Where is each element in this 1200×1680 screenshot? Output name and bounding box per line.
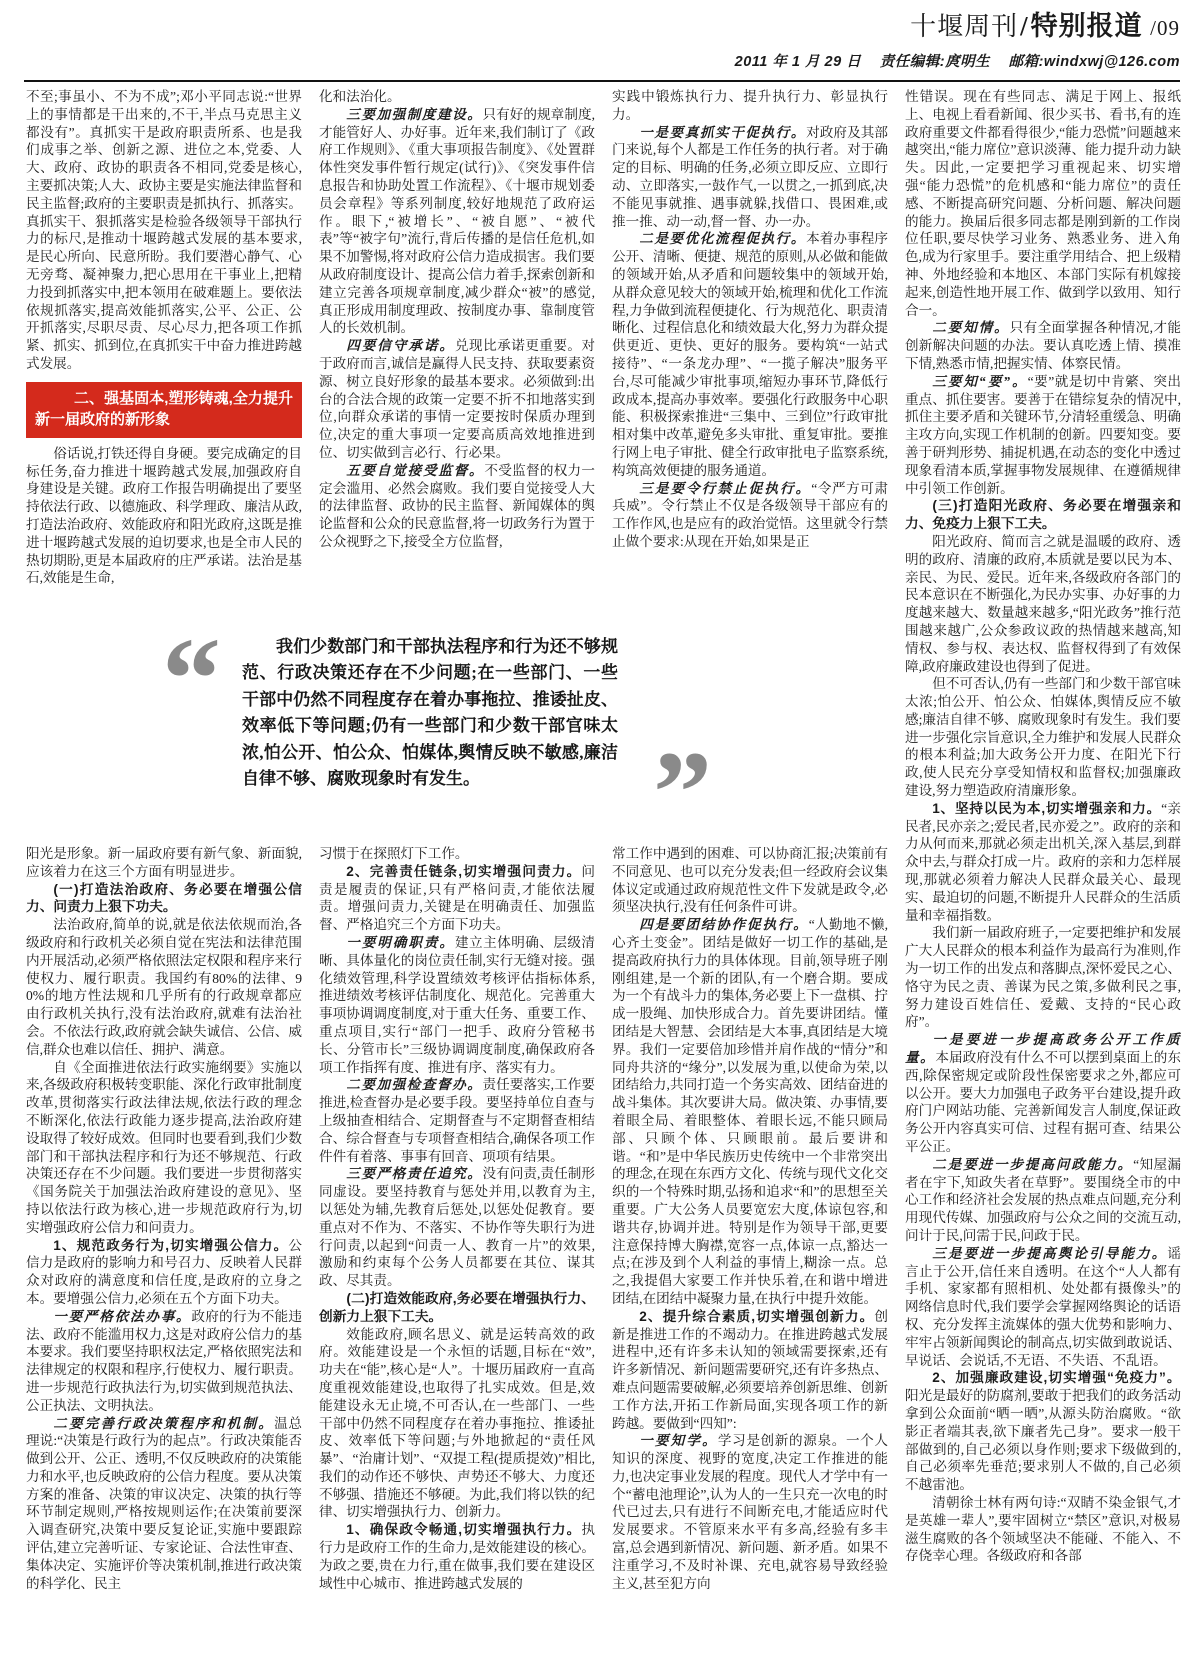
sub-heading: (一)打造法治政府、务必要在增强公信力、问责力上狠下功夫。 bbox=[26, 881, 302, 915]
paragraph-lead: 一要严格依法办事。 bbox=[53, 1308, 192, 1324]
paragraph: 三要加强制度建设。只有好的规章制度,才能管好人、办好事。近年来,我们制订了《政府工作规则》、《重大事项报告制度》、《处置群体性突发事件暂行规定(试行)》、《突发事件信息报告和协助处置工作流程》、《十堰市规划委员会章程》等系列制度,较好地规范了政府运作。眼下,“被增长”、“被自愿”、“被代表”等“被字句”流行,背后传播的是信任危机,如果不加警惕,将对政府公信力造成损害。我们要从政府制度设计、提高公信力着手,探索创新和建立完善各项规章制度,减少群众“被”的感觉,真正形成用制度理政、按制度办事、靠制度管人的长效机制。 bbox=[319, 106, 595, 336]
sub-heading: (三)打造阳光政府、务必要在增强亲和力、免疫力上狠下工夫。 bbox=[905, 498, 1181, 532]
column-1-lower bbox=[26, 845, 302, 1673]
column-3-lower bbox=[612, 845, 888, 1673]
paragraph: 2、提升综合素质,切实增强创新力。创新是推进工作的不竭动力。在推进跨越式发展进程中,还有许多未认知的领域需要探索,还有许多新情况、新问题需要研究,还有许多热点、难点问题需要破解,必须要培养创新思维、创新工作方法,开拓工作新局面,实现各项工作的新跨越。要做到“四知”: bbox=[612, 1308, 888, 1431]
paragraph-lead: 一是要真抓实干促执行。 bbox=[639, 124, 807, 140]
paragraph: 法治政府,简单的说,就是依法依规而治,各级政府和行政机关必须自觉在宪法和法律范围内开展活动,必须严格依照法定权限和程序来行使权力、履行职责。我国约有80%的法律、90%的地方性法规和几乎所有的行政规章都应由行政机关执行,没有法治政府,就难有法治社会。不依法行政,政府就会缺失诚信、公信、威信,群众也难以信任、拥护、满意。 bbox=[26, 917, 302, 1057]
paragraph: 三要严格责任追究。没有问责,责任制形同虚设。要坚持教育与惩处并用,以教育为主,以惩处为辅,先教育后惩处,以惩处促教育。要重点对不作为、不落实、不协作等失职行为进行问责,以起到“问责一人、教育一片”的效果,激励和约束每个公务人员都要在其位、谋其政、尽其责。 bbox=[319, 1166, 595, 1289]
paragraph-lead: 2、提升综合素质,切实增强创新力。 bbox=[639, 1308, 875, 1324]
paragraph: 阳光是形象。新一届政府要有新气象、新面貌,应该着力在这三个方面有明显进步。 bbox=[26, 846, 302, 879]
paragraph: 三是要令行禁止促执行。“令严方可肃兵威”。令行禁止不仅是各级领导干部应有的工作作风,也是应有的政治觉悟。这里就令行禁止做个要求:从现在开始,如果是正 bbox=[612, 480, 888, 549]
paragraph-lead: 一要明确职责。 bbox=[346, 934, 456, 950]
paragraph: 俗话说,打铁还得自身硬。要完成确定的目标任务,奋力推进十堰跨越式发展,加强政府自身建设是关键。政府工作报告明确提出了要坚持依法行政、以德施政、科学理政、廉洁从政,打造法治政府、效能政府和阳光政府,这既是推进十堰跨越式发展的迫切要求,也是全市人民的热切期盼,更是本届政府的庄严承诺。法治是基石,效能是生命, bbox=[26, 445, 302, 586]
paragraph: 常工作中遇到的困难、可以协商汇报;决策前有不同意见、也可以充分发表;但一经政府会议集体议定或通过政府规范性文件下发就是政令,必须坚决执行,没有任何条件可讲。 bbox=[612, 846, 888, 915]
column-3-upper bbox=[612, 88, 888, 626]
paragraph: 二要知情。只有全面掌握各种情况,才能创新解决问题的办法。要认真吃透上情、摸准下情,熟悉市情,把握实情、体察民情。 bbox=[905, 320, 1181, 371]
column-1-upper bbox=[26, 88, 302, 626]
paragraph: 不至;事虽小、不为不成”;邓小平同志说:“世界上的事情都是干出来的,不干,半点马克思主义都没有”。真抓实干是政府职责所系、也是我们成事之举、创新之源、进位之本,党委、人大、政府、政协的职责各不相同,党委是核心,主要抓决策;人大、政协主要是实施法律监督和民主监督;政府的主要职责是抓执行、抓落实。真抓实干、狠抓落实是检验各级领导干部执行力的标尺,是推动十堰跨越式发展的基本要求,是民心所向、民意所盼。我们要潜心静气、心无旁骛、凝神聚力,把心思用在干事业上,把精力投到抓落实中,把本领用在破难题上。要依法依规抓落实,提高效能抓落实,公平、公正、公开抓落实,尽职尽责、尽心尽力,把各项工作抓紧、抓实、抓到位,在真抓实干中奋力推进跨越式发展。 bbox=[26, 89, 302, 371]
masthead-weekly-name: 十堰周刊 bbox=[910, 12, 1019, 41]
pull-quote-text: 我们少数部门和干部执法程序和行为还不够规范、行政决策还存在不少问题;在一些部门、一些干部中仍然不同程度存在着办事拖拉、推诿扯皮、效率低下等问题;仍有一些部门和少数干部官味太浓,怕公开、怕公众、怕媒体,舆情反映不敏感,廉洁自律不够、腐败现象时有发生。 bbox=[242, 637, 618, 789]
paragraph: 化和法治化。 bbox=[319, 89, 401, 104]
column-4 bbox=[905, 88, 1181, 1673]
column-2-lower bbox=[319, 845, 595, 1673]
paragraph: 二是要优化流程促执行。本着办事程序公开、清晰、便捷、规范的原则,从必做和能做的领域开始,从矛盾和问题较集中的领域开始,从群众意见较大的领域开始,梳理和优化工作流程,力争做到流程便捷化、行为规范化、职责清晰化、过程信息化和绩效最大化,努力为群众提供更近、更快、更好的服务。要构筑“一站式接待”、“一条龙办理”、“一揽子解决”服务平台,尽可能减少审批事项,缩短办事环节,降低行政成本,提高办事效率。要强化行政服务中心职能、积极探索推进“三集中、三到位”行政审批相对集中改革,避免多头审批、重复审批。要推行网上电子审批、健全行政审批电子监察系统,构筑高效便捷的服务通道。 bbox=[612, 231, 888, 478]
column-2-upper bbox=[319, 88, 595, 626]
paragraph-lead: 四要信守承诺。 bbox=[346, 338, 456, 354]
paragraph-lead: 三要加强制度建设。 bbox=[346, 106, 483, 122]
paragraph: 一要知学。学习是创新的源泉。一个人知识的深度、视野的宽度,决定工作推进的能力,也决定事业发展的程度。现代人才学中有一个“蓄电池理论”,认为人的一生只充一次电的时代已过去,只有进行不间断充电,才能适应时代发展要求。不管原来水平有多高,经验有多丰富,总会遇到新情况、新问题、新矛盾。如果不注重学习,不及时补课、充电,就容易导致经验主义,甚至犯方向 bbox=[612, 1433, 888, 1591]
paragraph-lead: 四是要团结协作促执行。 bbox=[639, 917, 809, 933]
section-heading-box: 二、强基固本,塑形铸魂,全力提升新一届政府的新形象 bbox=[26, 382, 302, 438]
paragraph-lead: 1、规范政务行为,切实增强公信力。 bbox=[53, 1237, 289, 1253]
masthead-slash: / bbox=[1020, 11, 1029, 41]
paragraph-lead: 2、完善责任链条,切实增强问责力。 bbox=[346, 863, 582, 879]
paragraph-lead: 2、加强廉政建设,切实增强“免疫力”。 bbox=[932, 1370, 1181, 1386]
paragraph: 四要信守承诺。兑现比承诺更重要。对于政府而言,诚信是赢得人民支持、获取要素资源、树立良好形象的最基本要求。必须做到:出台的合法合规的政策一定要不折不扣地落实到位,向群众承诺的事情一定要按时保质办理到位,决定的重大事项一定要高质高效地推进到位、切实做到言必行、行必果。 bbox=[319, 338, 595, 460]
publish-date: 2011 年 1 月 29 日 bbox=[734, 54, 862, 70]
paragraph-lead: 二要加强检查督办。 bbox=[346, 1077, 483, 1093]
paragraph: 清朝徐士林有两句诗:“双睛不染金银气,才是英雄一辈人”,要牢固树立“禁区”意识,对极易滋生腐败的各个领域坚决不能碰、不能入、不存侥幸心理。各级政府和各部 bbox=[905, 1494, 1181, 1564]
sub-heading: (二)打造效能政府,务必要在增强执行力、创新力上狠下工夫。 bbox=[319, 1290, 595, 1324]
close-quote-icon: ” bbox=[653, 727, 712, 858]
paragraph: 二是要进一步提高问政能力。“知屋漏者在宇下,知政失者在草野”。要围绕全市的中心工作和经济社会发展的热点难点问题,充分利用现代传媒、加强政府与公众之间的交流互动,问计于民,问需于民,问政于民。 bbox=[905, 1156, 1181, 1243]
paragraph-lead: 一是要进一步提高政务公开工作质量。 bbox=[905, 1032, 1181, 1066]
masthead bbox=[721, 4, 1180, 71]
paragraph: 一要严格依法办事。政府的行为不能违法、政府不能滥用权力,这是对政府公信力的基本要求。我们要坚持职权法定,严格依照宪法和法律规定的权限和程序,行使权力、履行职责。进一步规范行政执法行为,切实做到规范执法、公正执法、文明执法。 bbox=[26, 1308, 302, 1413]
paragraph-lead: 1、确保政令畅通,切实增强执行力。 bbox=[346, 1522, 582, 1538]
paragraph: 我们新一届政府班子,一定要把维护和发展广大人民群众的根本利益作为最高行为准则,作为一切工作的出发点和落脚点,深怀爱民之心、恪守为民之责、善谋为民之策,多做利民之事,努力建设百姓信任、爱戴、支持的“民心政府”。 bbox=[905, 925, 1181, 1030]
paragraph-lead: 五要自觉接受监督。 bbox=[346, 462, 485, 478]
paragraph-lead: 三要严格责任追究。 bbox=[346, 1166, 483, 1182]
paragraph: 二要完善行政决策程序和机制。温总理说:“决策是行政行为的起点”。行政决策能否做到公开、公正、透明,不仅反映政府的决策能力和水平,也反映政府的公信力程度。要从决策方案的准备、决策的审议决定、决策的执行等环节制定规则,严格按规则运作;在决策前要深入调查研究,决策中要反复论证,实施中要跟踪评估,建立完善听证、专家论证、合法性审查、集体决定、实施评价等决策机制,推进行政决策的科学化、民主 bbox=[26, 1415, 302, 1591]
masthead-page-number: /09 bbox=[1150, 16, 1180, 40]
paragraph: 2、完善责任链条,切实增强问责力。问责是履责的保证,只有严格问责,才能依法履责。增强问责力,关键是在明确责任、加强监督、严格追究三个方面下功夫。 bbox=[319, 863, 595, 933]
paragraph: 一是要进一步提高政务公开工作质量。本届政府没有什么不可以摆到桌面上的东西,除保密规定或阶段性保密要求之外,都应可以公开。要大力加强电子政务平台建设,提升政府门户网站功能、完善新闻发言人制度,保证政务公开内容真实可信、过程有据可查、结果公平公正。 bbox=[905, 1032, 1181, 1155]
masthead-title bbox=[721, 4, 1180, 43]
paragraph: 四是要团结协作促执行。“人勤地不懒,心齐土变金”。团结是做好一切工作的基础,是提高政府执行力的具体体现。目前,领导班子刚刚组建,是一个新的团队,有一个磨合期。要成为一个有战斗力的集体,务必要上下一盘棋、拧成一股绳、加快形成合力。首先要讲团结。懂团结是大智慧、会团结是大本事,真团结是大境界。我们一定要倍加珍惜并肩作战的“情分”和同舟共济的“缘分”,以发展为重,以使命为荣,以团结给力,共同打造一个务实高效、团结奋进的战斗集体。其次要讲大局。做决策、办事情,要着眼全局、着眼整体、着眼长远,不能只顾局部、只顾个体、只顾眼前。最后要讲和谐。“和”是中华民族历史传统中一个非常突出的理念,在现在东西方文化、传统与现代文化交织的一个特殊时期,弘扬和追求“和”的思想至关重要。广大公务人员要宽宏大度,体谅包容,和谐共存,协调并进。特别是作为领导干部,更要注意保持博大胸襟,宽容一点,体谅一点,豁达一点;在涉及到个人利益的事情上,糊涂一点。总之,我提倡大家要工作并快乐着,在和谐中增进团结,在团结中凝聚力量,在执行中提升效能。 bbox=[612, 917, 888, 1306]
paragraph: 三是要进一步提高舆论引导能力。谣言止于公开,信任来自透明。在这个“人人都有手机、家家都有照相机、处处都有摄像头”的网络信息时代,我们要学会掌握网络舆论的话语权、充分发挥主流媒体的强大优势和影响力、牢牢占领新闻舆论的制高点,切实做到敢说话、早说话、会说话,不无语、不失语、不乱语。 bbox=[905, 1245, 1181, 1368]
paragraph-lead: 三是要进一步提高舆论引导能力。 bbox=[932, 1245, 1168, 1261]
paragraph: 效能政府,顾名思义、就是运转高效的政府。效能建设是一个永恒的话题,目标在“效”,功夫在“能”,核心是“人”。十堰历届政府一直高度重视效能建设,也取得了扎实成效。但是,效能建设永无止境,不可否认,在一些部门、一些干部中仍然不同程度存在着办事拖拉、推诿扯皮、效率低下等问题;与外地掀起的“责任风暴”、“治庸计划”、“双提工程(提质提效)”相比,我们的动作还不够快、声势还不够大、力度还不够强、措施还不够硬。为此,我们将以铁的纪律、切实增强执行力、创新力。 bbox=[319, 1326, 595, 1520]
paragraph-lead: 二是要优化流程促执行。 bbox=[639, 231, 807, 247]
paragraph: 一要明确职责。建立主体明确、层级清晰、具体量化的岗位责任制,实行无缝对接。强化绩效管理,科学设置绩效考核评估指标体系,推进绩效考核评估制度化、规范化。完善重大事项协调调度制度,对于重大任务、重要工作、重点项目,实行“部门一把手、政府分管秘书长、分管市长”三级协调调度制度,确保政府各项工作指挥有度、推进有序、落实有力。 bbox=[319, 934, 595, 1075]
open-quote-icon: “ bbox=[162, 613, 221, 744]
paragraph: 习惯于在探照灯下工作。 bbox=[319, 846, 469, 861]
paragraph: 三要知“要”。“要”就是切中肯綮、突出重点、抓住要害。要善于在错综复杂的情况中,抓住主要矛盾和关键环节,分清轻重缓急、明确主攻方向,实现工作机制的创新。四要知变。要善于研判形势、捕捉机遇,在动态的变化中透过现象看清本质,掌握事物发展规律、在遵循规律中引领工作创新。 bbox=[905, 373, 1181, 496]
editor-credit: 责任编辑:庹明生 bbox=[879, 54, 991, 70]
paragraph: 实践中锻炼执行力、提升执行力、彰显执行力。 bbox=[612, 89, 888, 122]
masthead-dateline bbox=[721, 50, 1180, 71]
paragraph: 性错误。现在有些同志、满足于网上、报纸上、电视上看看新闻、很少买书、看书,有的连政府重要文件都看得很少,“能力恐慌”问题越来越突出,“能力席位”意识淡薄、能力提升动力缺失。因此,一定要把学习重视起来、切实增强“能力恐慌”的危机感和“能力席位”的责任感、不断提高研究问题、分析问题、解决问题的能力。换届后很多同志都是刚到新的工作岗位任职,要尽快学习业务、熟悉业务、进入角色,成为行家里手。要注重学用结合、把上级精神、外地经验和本地区、本部门实际有机嫁接起来,创造性地开展工作、做到学以致用、知行合一。 bbox=[905, 89, 1181, 318]
paragraph: 阳光政府、简而言之就是温暖的政府、透明的政府、清廉的政府,本质就是要以民为本、亲民、为民、爱民。近年来,各级政府各部门的民本意识在不断强化,为民办实事、办好事的力度越来越大、数量越来越多,“阳光政务”推行范围越来越广,公众参政议政的热情越来越高,知情权、参与权、表达权、监督权得到了有效保障,政府廉政建设也得到了促进。 bbox=[905, 533, 1181, 674]
paragraph: 一是要真抓实干促执行。对政府及其部门来说,每个人都是工作任务的执行者。对于确定的目标、明确的任务,必须立即反应、立即行动、立即落实,一鼓作气,一以贯之,一抓到底,决不能见事就推、遇事就躲,找借口、畏困难,或推一推、动一动,督一督、办一办。 bbox=[612, 124, 888, 229]
paragraph-lead: 1、坚持以民为本,切实增强亲和力。 bbox=[932, 800, 1162, 816]
paragraph: 二要加强检查督办。责任要落实,工作要推进,检查督办是必要手段。要坚持单位自查与上级抽查相结合、定期督查与不定期督查相结合、综合督查与专项督查相结合,确保各项工作件件有着落、事事有回音、项项有结果。 bbox=[319, 1077, 595, 1164]
masthead-section-name: 特别报道 bbox=[1030, 11, 1143, 41]
paragraph-lead: 三是要令行禁止促执行。 bbox=[639, 480, 812, 496]
paragraph: 五要自觉接受监督。不受监督的权力一定会滥用、必然会腐败。我们要自觉接受人大的法律监督、政协的民主监督、新闻媒体的舆论监督和公众的民意监督,将一切政务行为置于公众视野之下,接受全方位监督, bbox=[319, 462, 595, 549]
paragraph: 2、加强廉政建设,切实增强“免疫力”。阳光是最好的防腐剂,要敢于把我们的政务活动拿到公众面前“晒一晒”,从源头防治腐败。“欲影正者端其表,欲下廉者先己身”。要求一般干部做到的,自己必须以身作则;要求下级做到的,自己必须率先垂范;要求别人不做的,自己必须不越雷池。 bbox=[905, 1370, 1181, 1493]
paragraph: 但不可否认,仍有一些部门和少数干部官味太浓;怕公开、怕公众、怕媒体,舆情反应不敏感;廉洁自律不够、腐败现象时有发生。我们要进一步强化宗旨意识,全力维护和发展人民群众的根本利益;加大政务公开力度、在阳光下行政,使人民充分享受知情权和监督权;加强廉政建设,努力塑造政府清廉形象。 bbox=[905, 676, 1181, 799]
paragraph-lead: 三要知“要”。 bbox=[932, 373, 1028, 389]
paragraph-lead: 二要知情。 bbox=[932, 320, 1010, 336]
paragraph-lead: 二是要进一步提高问政能力。 bbox=[932, 1156, 1134, 1172]
paragraph: 1、规范政务行为,切实增强公信力。公信力是政府的影响力和号召力、反映着人民群众对政府的满意度和信任度,是政府的立身之本。要增强公信力,必须在五个方面下功夫。 bbox=[26, 1237, 302, 1306]
paragraph: 自《全面推进依法行政实施纲要》实施以来,各级政府积极转变职能、深化行政审批制度改革,贯彻落实行政法律法规,依法行政的理念不断深化,依法行政能力逐步提高,法治政府建设取得了较好成效。但同时也要看到,我们少数部门和干部执法程序和行为还不够规范、行政决策还存在不少问题。我们要进一步贯彻落实《国务院关于加强法治政府建设的意见》、坚持以依法行政为核心,进一步规范政府行为,切实增强政府公信力和问责力。 bbox=[26, 1059, 302, 1235]
editor-email: 邮箱:windxwj@126.com bbox=[1008, 54, 1180, 70]
paragraph-lead: 二要完善行政决策程序和机制。 bbox=[53, 1415, 275, 1431]
paragraph: 1、坚持以民为本,切实增强亲和力。“亲民者,民亦亲之;爱民者,民亦爱之”。政府的亲和力从何而来,那就必须走出机关,深入基层,到群众中去,与群众打成一片。政府的亲和力怎样展现,那就必须着力解决人民群众最关心、最现实、最迫切的问题,不断提升人民群众的生活质量和幸福指数。 bbox=[905, 800, 1181, 923]
header-divider bbox=[24, 80, 1180, 82]
paragraph: 1、确保政令畅通,切实增强执行力。执行力是政府工作的生命力,是效能建设的核心。为政之要,贵在力行,重在做事,我们要在建设区域性中心城市、推进跨越式发展的 bbox=[319, 1522, 595, 1591]
paragraph-lead: 一要知学。 bbox=[639, 1433, 718, 1449]
